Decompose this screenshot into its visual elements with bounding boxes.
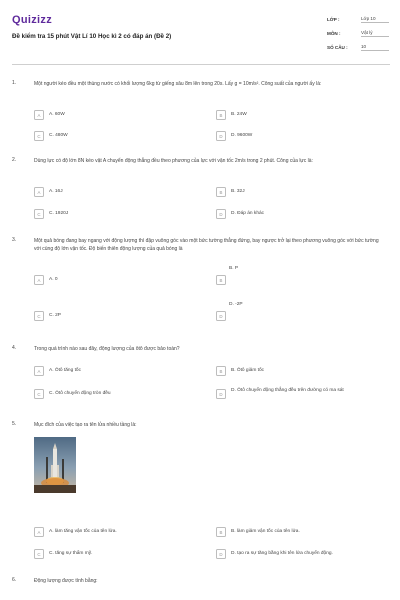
- option-text: A. 16J: [49, 189, 63, 194]
- meta-class-value: Lớp 10: [361, 16, 389, 23]
- option-text: C. Ôtô chuyển động tròn đều: [49, 391, 111, 396]
- question-number: 2.: [12, 157, 17, 163]
- option-letter: B: [216, 275, 226, 285]
- question-text: Dùng lực có độ lớn 8N kéo vật A chuyển động thẳng đều theo phương của lực với vận tốc 2m/s trong 2 phút. Công của lực là:: [34, 158, 313, 164]
- option-letter: A: [34, 275, 44, 285]
- question-number: 3.: [12, 237, 17, 243]
- option-text: A. 60W: [49, 112, 65, 117]
- question-number: 1.: [12, 80, 17, 86]
- meta-subject-label: MÔN :: [327, 31, 341, 36]
- option-text: C. 2P: [49, 313, 61, 318]
- meta-count-label: SỐ CÂU :: [327, 45, 348, 50]
- option-letter: A: [34, 187, 44, 197]
- option-text: D. 9600W: [231, 133, 253, 138]
- option-letter: A: [34, 110, 44, 120]
- meta-subject-value: Vật lý: [361, 30, 389, 37]
- option-letter: C: [34, 311, 44, 321]
- header-divider: [12, 64, 390, 65]
- option-letter: A: [34, 527, 44, 537]
- option-text: B. 24W: [231, 112, 247, 117]
- question-text: Động lượng được tính bằng:: [34, 578, 98, 584]
- option-letter: C: [34, 209, 44, 219]
- question-text: Mục đích của việc tạo ra tên lửa nhiều tầng là:: [34, 422, 137, 428]
- option-text: D. Ôtô chuyển động thẳng đều trên đường có ma sát: [231, 388, 344, 393]
- question-number: 6.: [12, 577, 17, 583]
- option-letter: B: [216, 366, 226, 376]
- question-text: Một quả bóng đang bay ngang với động lượng thì đập vuông góc vào một bức tường thẳng đứng, bay ngược trở lại theo phương vuông góc với bức tường với cùng độ lớn vận tốc. Độ biến thiên động lượng của quả bóng là: [34, 238, 379, 252]
- option-text: A. 0: [49, 277, 58, 282]
- option-letter: C: [34, 389, 44, 399]
- option-letter: D: [216, 549, 226, 559]
- option-letter: B: [216, 187, 226, 197]
- question-number: 5.: [12, 421, 17, 427]
- option-letter: A: [34, 366, 44, 376]
- option-text: D. Đáp án khác: [231, 211, 265, 216]
- option-text: D. -2P: [229, 302, 243, 307]
- option-letter: D: [216, 311, 226, 321]
- option-letter: D: [216, 209, 226, 219]
- option-text: C. 480W: [49, 133, 68, 138]
- meta-class-label: LỚP :: [327, 17, 340, 22]
- rocket-launch-image: [34, 437, 76, 493]
- question-text: Trong quá trình nào sau đây, động lượng của ôtô được bảo toàn?: [34, 346, 180, 352]
- quizizz-logo: Quizizz: [12, 14, 52, 26]
- option-letter: C: [34, 131, 44, 141]
- option-letter: C: [34, 549, 44, 559]
- option-text: C. tăng sự thẩm mỹ.: [49, 551, 93, 556]
- option-letter: D: [216, 131, 226, 141]
- option-text: B. làm giảm vận tốc của tên lửa.: [231, 529, 300, 534]
- option-letter: B: [216, 527, 226, 537]
- option-text: C. 1920J: [49, 211, 69, 216]
- option-text: A. Ôtô tăng tốc: [49, 368, 81, 373]
- option-text: A. làm tăng vận tốc của tên lửa.: [49, 529, 117, 534]
- option-text: B. 32J: [231, 189, 245, 194]
- meta-count-value: 10: [361, 44, 389, 51]
- rocket-icon: [34, 437, 76, 493]
- question-text: Một người kéo đều một thùng nước có khối lượng 6kg từ giếng sâu 8m lên trong 20s. Lấy g = 10m/s². Công suất của người ấy là:: [34, 81, 322, 87]
- option-text: D. tạo ra sự tăng bằng khi tên lửa chuyển động.: [231, 551, 333, 556]
- option-text: B. P: [229, 266, 239, 271]
- question-number: 4.: [12, 345, 17, 351]
- option-letter: D: [216, 389, 226, 399]
- option-text: B. Ôtô giảm tốc: [231, 368, 265, 373]
- option-letter: B: [216, 110, 226, 120]
- exam-title: Đề kiểm tra 15 phút Vật Lí 10 Học kì 2 có đáp án (Đề 2): [12, 33, 172, 40]
